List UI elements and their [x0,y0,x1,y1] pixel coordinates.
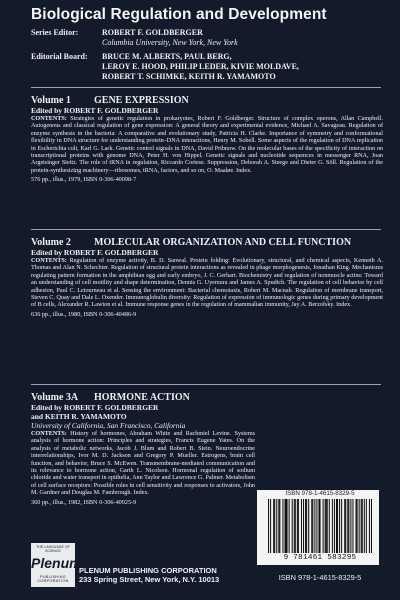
barcode-bar [297,499,298,553]
editorial-board-line: BRUCE M. ALBERTS, PAUL BERG, [102,52,232,61]
barcode-bar [326,499,327,553]
barcode-bar [279,499,280,553]
barcode-bar [323,499,324,553]
volume-title: MOLECULAR ORGANIZATION AND CELL FUNCTION [94,237,352,248]
barcode-bar [268,499,269,553]
series-editor-name: ROBERT F. GOLDBERGER [102,28,203,37]
publisher-address: 233 Spring Street, New York, N.Y. 10013 [79,575,220,584]
barcode-bar [273,499,274,553]
barcode-bar [294,499,295,553]
barcode-bar [298,499,299,553]
volume-affiliation: University of California, San Francisco, California [31,421,186,430]
isbn-bottom: ISBN 978-1-4615-8329-5 [278,573,362,582]
barcode-bar [366,499,367,553]
volume-entry [31,96,383,184]
volume-contents [31,258,383,310]
logo-wordmark: Plenum [31,555,82,571]
divider-rule [31,384,381,385]
barcode-bar [270,499,271,553]
logo-tagline: THE LANGUAGE OF SCIENCE [36,545,70,553]
barcode-bar [319,499,320,553]
barcode-bar [287,499,288,553]
barcode-bar [314,499,315,553]
logo-subline: PUBLISHING CORPORATION [37,575,69,583]
volume-editor: Edited by ROBERT F. GOLDBERGER [31,403,159,412]
editorial-board-line: LEROY E. HOOD, PHILIP LEDER, KIVIE MOLDAVE, [102,62,299,71]
barcode-bar [337,499,338,553]
barcode-bar [345,499,346,553]
contents-text: Strategies of genetic regulation in prokaryotes, Robert F. Goldberger. Structure of complex operons, Allan Campbell. Autogenous and classical regulation of gene expression: A general theory and experimental evidence, Michael A. Savageau. Regulation of enzyme synthesis in the bacteria: A comparative and evolutionary study, Patricia H. Clarke. Importance of symmetry and conformational flexibility in DNA structure for understanding protein–DNA interactions, Henry M. Sobell. Some aspects of the regulation of DNA replication in Escherichia coli, Karl G. Lark. Genetic control signals in DNA, David Pribnow. On the molecular bases of the specificity of interaction on transcriptional proteins with genome DNA, Peter H. von Hippel. Genetic signals and nucleotide sequences in messenger RNA, Joan Argetsinger Steitz. The role of tRNA in regulation, Riccardo Cortese. Suppression, Deborah A. Steege and Dieter G. Söll. Regulation of the protein-synthesizing machinery—ribosomes, tRNA, factors, and so on, O. Maaløe. Index. [31,116,383,174]
plenum-logo [31,543,82,587]
barcode-bar [286,499,287,553]
barcode-bar [364,499,365,553]
contents-text: Regulation of enzyme activity, B. D. Sanwal. Protein folding: Evolutionary, structural, and chemical aspects, Kenneth A. Thomas and Alan N. Schechter. Regulation of structural protein interactions as revealed in phage morphogenesis, Jonathan King. Mechanisms regulating pattern formation in the amphibian egg and early embryo, J. C. Gerhart. Biochemistry and regulation of nonmuscle actins: Toward an understanding of cell motility and shape determination, Dennis G. Uyemura and James A. Spudich. The regulation of cell behavior by cell adhesion, Paul C. Letourneau et al. Sensing the environment: Bacterial chemotaxis, Robert M. Macnab. Regulation of membrane transport, Steven C. Quay and Dale L. Oxender. Immunoglobulin diversity: Regulation of expression of immunologic genes during primary development of B cells, Alexander R. Lawton et al. Immune response genes in the regulation of mammalian immunity, Jay A. Berzofsky. Index. [31,258,383,309]
volume-publication: 636 pp., illus., 1980, ISBN 0-306-40486-9 [31,310,137,318]
barcode-bar [362,499,363,553]
volume-heading [31,96,383,106]
barcode-bar [344,499,345,553]
series-editor-affiliation: Columbia University, New York, New York [102,38,238,47]
volume-number: Volume 2 [31,237,71,248]
contents-label: CONTENTS: [31,431,67,437]
volume-title: GENE EXPRESSION [94,95,189,106]
volume-contents [31,431,255,498]
barcode-bar [284,499,285,553]
barcode-bar [306,499,307,553]
barcode-bar [301,499,302,553]
barcode-bar [276,499,277,553]
contents-label: CONTENTS: [31,116,67,122]
volume-entry [31,238,383,319]
editorial-board-label: Editorial Board: [31,52,88,61]
barcode-bar [329,499,330,553]
editorial-board-line: ROBERT T. SCHIMKE, KEITH R. YAMAMOTO [102,72,276,81]
series-editor-label: Series Editor: [31,28,79,37]
barcode-bar [339,499,340,553]
barcode-bar [295,499,296,553]
volume-number: Volume 1 [31,95,71,106]
barcode-bar [303,499,304,553]
volume-number: Volume 3A [31,392,79,403]
barcode-bar [312,499,313,553]
barcode-bar [336,499,337,553]
barcode-bar [348,499,349,553]
volume-heading [31,393,383,403]
barcode-bar [369,499,370,553]
barcode-bar [350,499,351,553]
barcode-bar [318,499,319,553]
volume-heading [31,238,383,248]
barcode-bar [332,499,333,553]
publisher-name: PLENUM PUBLISHING CORPORATION [79,566,217,575]
barcode-bar [325,499,326,553]
barcode-bar [347,499,348,553]
volume-contents [31,116,383,175]
barcode-bar [361,499,362,553]
volume-editor: and KEITH R. YAMAMOTO [31,412,127,421]
series-title: Biological Regulation and Development [31,6,327,23]
volume-publication: 576 pp., illus., 1979, ISBN 0-306-40098-7 [31,176,137,184]
volume-editor: Edited by ROBERT F. GOLDBERGER [31,248,159,257]
barcode-bar [278,499,279,553]
barcode-bar [371,499,372,553]
barcode-bar [308,499,309,553]
divider-rule [31,87,381,88]
barcode-digits: 9 781461 583295 [283,554,357,562]
barcode-bar [274,499,275,553]
publisher-info [79,566,219,584]
barcode-bar [289,499,290,553]
barcode-bar [305,499,306,553]
barcode-bar [359,499,360,553]
barcode-bars [268,499,372,553]
contents-label: CONTENTS: [31,258,67,264]
barcode-bar [341,499,342,553]
barcode-bar [357,499,358,553]
barcode-bar [356,499,357,553]
volume-title: HORMONE ACTION [94,392,190,403]
barcode-bar [292,499,293,553]
isbn-top: ISBN 978-1-4615-8329-5 [285,490,355,497]
volume-publication: 360 pp., illus., 1982, ISBN 0-306-40925-9 [31,498,137,506]
barcode-bar [311,499,312,553]
contents-text: History of hormones, Abraham White and Rachmiel Levine. Systems analysis of hormone action: Principles and strategies, Francis Eugene Yates. On the analysis of metabolic networks, Jacob J. Blum and Robert B. Stein. Neuroendocrine interrelationships, Ivor M. D. Jackson and Gregory P. Mueller. Estrogens, brain cell function, and behavior, Bruce S. McEwen. Transmembrane-mediated communication and its relevance to hormone action, Garth L. Nicolson. Hormonal regulation of sodium chloride and water transport in epithelia, Ann Taylor and Lawrence G. Palmer. Metabolism of cell surface receptors: Possible roles in cell sensitivity and responses to activators, John M. Gardner and Douglas M. Fambrough. Index. [31,431,255,497]
volume-editor: Edited by ROBERT F. GOLDBERGER [31,106,159,115]
barcode-bar [334,499,335,553]
barcode-bar [282,499,283,553]
barcode-bar [352,499,353,553]
barcode-bar [327,499,328,553]
barcode-bar [316,499,317,553]
divider-rule [31,229,381,230]
